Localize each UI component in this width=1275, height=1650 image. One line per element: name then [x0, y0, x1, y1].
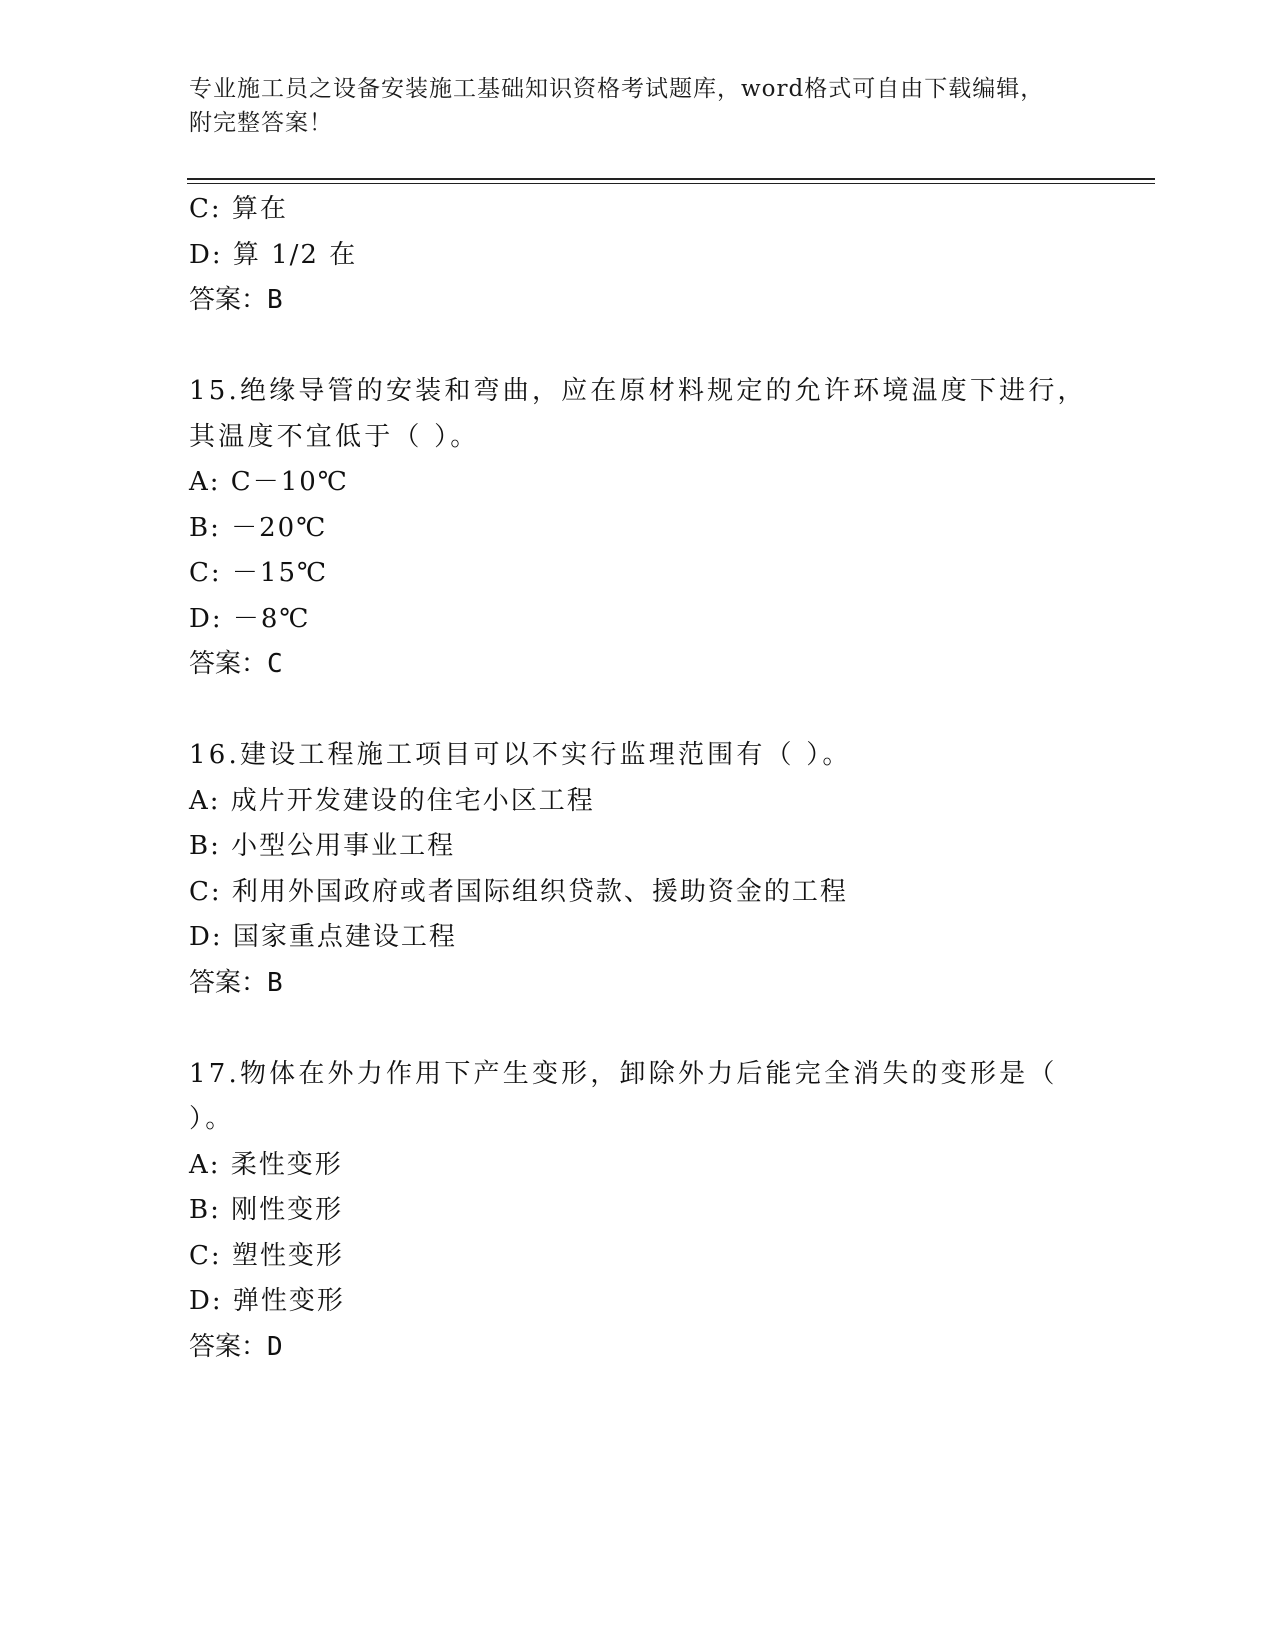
- option-b: B: －20℃: [189, 512, 328, 543]
- option-a: A: 柔性变形: [189, 1149, 343, 1180]
- question-list: [189, 187, 1109, 1370]
- spacer: [189, 1006, 1109, 1052]
- question-stem: ）。: [189, 1104, 235, 1134]
- question-stem: 17.物体在外力作用下产生变形，卸除外力后能完全消失的变形是（: [189, 1058, 1058, 1089]
- answer-line: 答案：C: [189, 649, 283, 679]
- option-d: D: 算 1/2 在: [189, 239, 358, 270]
- question-16: [189, 733, 1109, 1006]
- option-d: D: 国家重点建设工程: [189, 922, 457, 952]
- document-header: [189, 72, 1089, 140]
- answer-line: 答案：B: [189, 285, 283, 315]
- option-c: C: －15℃: [189, 558, 329, 588]
- header-line-1: 专业施工员之设备安装施工基础知识资格考试题库，word格式可自由下载编辑，: [189, 76, 1045, 102]
- answer-line: 答案：D: [189, 1331, 283, 1362]
- option-d: D: －8℃: [189, 603, 311, 634]
- option-d: D: 弹性变形: [189, 1286, 345, 1316]
- header-divider-thin: [187, 183, 1155, 184]
- header-line-2: 附完整答案！: [189, 110, 333, 136]
- header-divider-thick: [187, 178, 1155, 180]
- option-a: A: C－10℃: [189, 467, 349, 497]
- option-c: C: 利用外国政府或者国际组织贷款、援助资金的工程: [189, 876, 848, 907]
- option-c: C: 塑性变形: [189, 1240, 344, 1271]
- option-b: B: 小型公用事业工程: [189, 831, 456, 861]
- option-b: B: 刚性变形: [189, 1195, 344, 1225]
- option-c: C: 算在: [189, 194, 288, 224]
- previous-question-tail: [189, 187, 1109, 324]
- spacer: [189, 324, 1109, 370]
- option-a: A: 成片开发建设的住宅小区工程: [189, 785, 595, 816]
- question-stem: 16.建设工程施工项目可以不实行监理范围有（ ）。: [189, 740, 852, 770]
- spacer: [189, 688, 1109, 734]
- question-17: [189, 1052, 1109, 1371]
- question-stem: 其温度不宜低于（ ）。: [189, 421, 480, 452]
- question-stem: 15.绝缘导管的安装和弯曲，应在原材料规定的允许环境温度下进行，: [189, 376, 1087, 406]
- answer-line: 答案：B: [189, 967, 283, 998]
- question-15: [189, 369, 1109, 688]
